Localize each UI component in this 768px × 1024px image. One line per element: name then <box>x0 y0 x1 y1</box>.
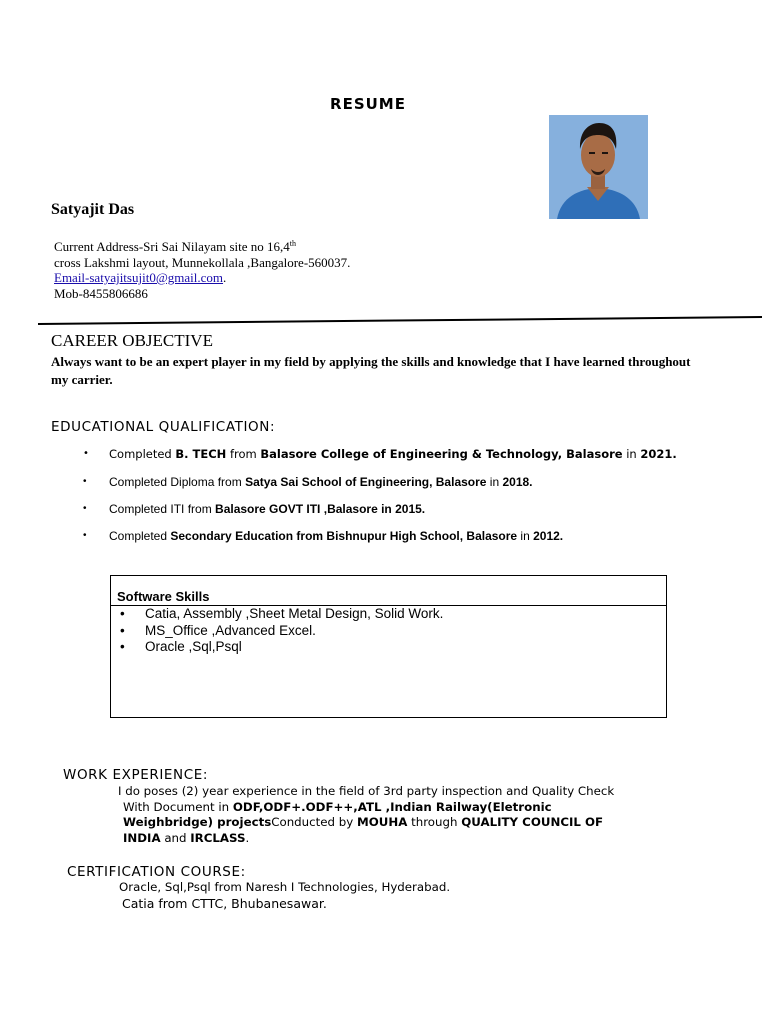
skill-text: Catia, Assembly ,Sheet Metal Design, Solid Work. <box>145 606 444 621</box>
text: Completed Diploma from <box>109 475 246 489</box>
work-line <box>118 831 678 847</box>
text: . <box>245 830 250 845</box>
text: in <box>486 475 503 489</box>
year: 2012. <box>533 529 564 543</box>
work-experience-text <box>118 784 678 846</box>
institution: Satya Sai School of Engineering, Balasore <box>245 475 487 489</box>
address-superscript: th <box>289 239 297 248</box>
work-line <box>118 800 678 816</box>
text: from <box>226 447 261 461</box>
text: Completed <box>109 447 176 461</box>
company: MOUHA <box>356 815 408 829</box>
address-line-2: cross Lakshmi layout, Munnekollala ,Bangalore-560037. <box>54 254 351 270</box>
bullet: • <box>83 530 87 541</box>
skill-item <box>120 606 666 623</box>
software-skills-list <box>111 606 666 656</box>
projects: ODF,ODF+.ODF++,ATL ,Indian Railway(Eletronic <box>232 799 552 814</box>
candidate-name: Satyajit Das <box>51 201 135 218</box>
bullet: • <box>120 639 125 654</box>
text: Conducted by <box>271 815 357 829</box>
profile-photo-image <box>549 115 648 219</box>
text: and <box>160 830 191 845</box>
education-list <box>83 446 723 544</box>
text: in <box>517 529 534 543</box>
bullet: • <box>120 606 125 621</box>
skill-item <box>120 639 666 656</box>
bullet: • <box>83 503 87 514</box>
email-suffix: . <box>223 270 227 285</box>
career-objective-heading: CAREER OBJECTIVE <box>51 331 213 350</box>
work-experience-heading: WORK EXPERIENCE: <box>63 767 209 783</box>
work-line: I do poses (2) year experience in the field of 3rd party inspection and Quality Check <box>118 784 615 798</box>
text: With Document in <box>123 799 233 814</box>
council: INDIA <box>123 830 161 845</box>
text: through <box>407 815 462 829</box>
institution: Balasore GOVT ITI ,Balasore in 2015. <box>215 502 426 516</box>
education-item-iti <box>83 501 723 517</box>
education-item-diploma <box>83 474 723 490</box>
contact-block <box>54 239 350 301</box>
institution: Secondary Education from Bishnupur High School, Balasore <box>170 529 518 543</box>
skill-item <box>120 623 666 640</box>
institution: Balasore College of Engineering & Technology, Balasore <box>260 447 623 461</box>
education-item-btech <box>83 446 723 462</box>
certification-heading: CERTIFICATION COURSE: <box>67 864 246 880</box>
bullet: • <box>83 476 87 487</box>
email-line <box>54 270 350 286</box>
software-skills-heading: Software Skills <box>111 576 666 606</box>
email-link[interactable]: Email-satyajitsujit0@gmail.com <box>54 270 224 285</box>
degree: B. TECH <box>175 447 227 461</box>
career-objective-text: Always want to be an expert player in my field by applying the skills and knowledge that I have learned throughout my carrier. <box>51 354 691 387</box>
education-item-secondary <box>83 528 723 544</box>
projects: Weighbridge) projects <box>123 815 272 829</box>
class-society: IRCLASS <box>190 830 246 845</box>
year: 2021. <box>640 447 677 461</box>
year: 2018. <box>502 475 533 489</box>
skill-text: MS_Office ,Advanced Excel. <box>145 622 316 638</box>
council: QUALITY COUNCIL OF <box>461 815 604 829</box>
text: Completed ITI from <box>109 502 216 516</box>
mobile-line: Mob-8455806686 <box>54 285 148 301</box>
bullet: • <box>120 622 125 638</box>
address-line-1 <box>54 239 350 255</box>
certification-item: Catia from CTTC, Bhubanesawar. <box>122 896 327 911</box>
skill-text: Oracle ,Sql,Psql <box>145 639 242 654</box>
work-line <box>118 815 678 831</box>
text: Completed <box>109 529 171 543</box>
certification-item: Oracle, Sql,Psql from Naresh I Technologies, Hyderabad. <box>119 880 451 894</box>
profile-photo <box>549 115 648 219</box>
bullet: • <box>83 448 89 459</box>
education-heading: EDUCATIONAL QUALIFICATION: <box>51 419 276 435</box>
address-line-1-text: Current Address-Sri Sai Nilayam site no 16,4 <box>54 239 290 254</box>
software-skills-box <box>110 575 667 718</box>
header-divider <box>38 316 762 326</box>
text: in <box>622 447 641 461</box>
resume-title: RESUME <box>330 95 406 113</box>
